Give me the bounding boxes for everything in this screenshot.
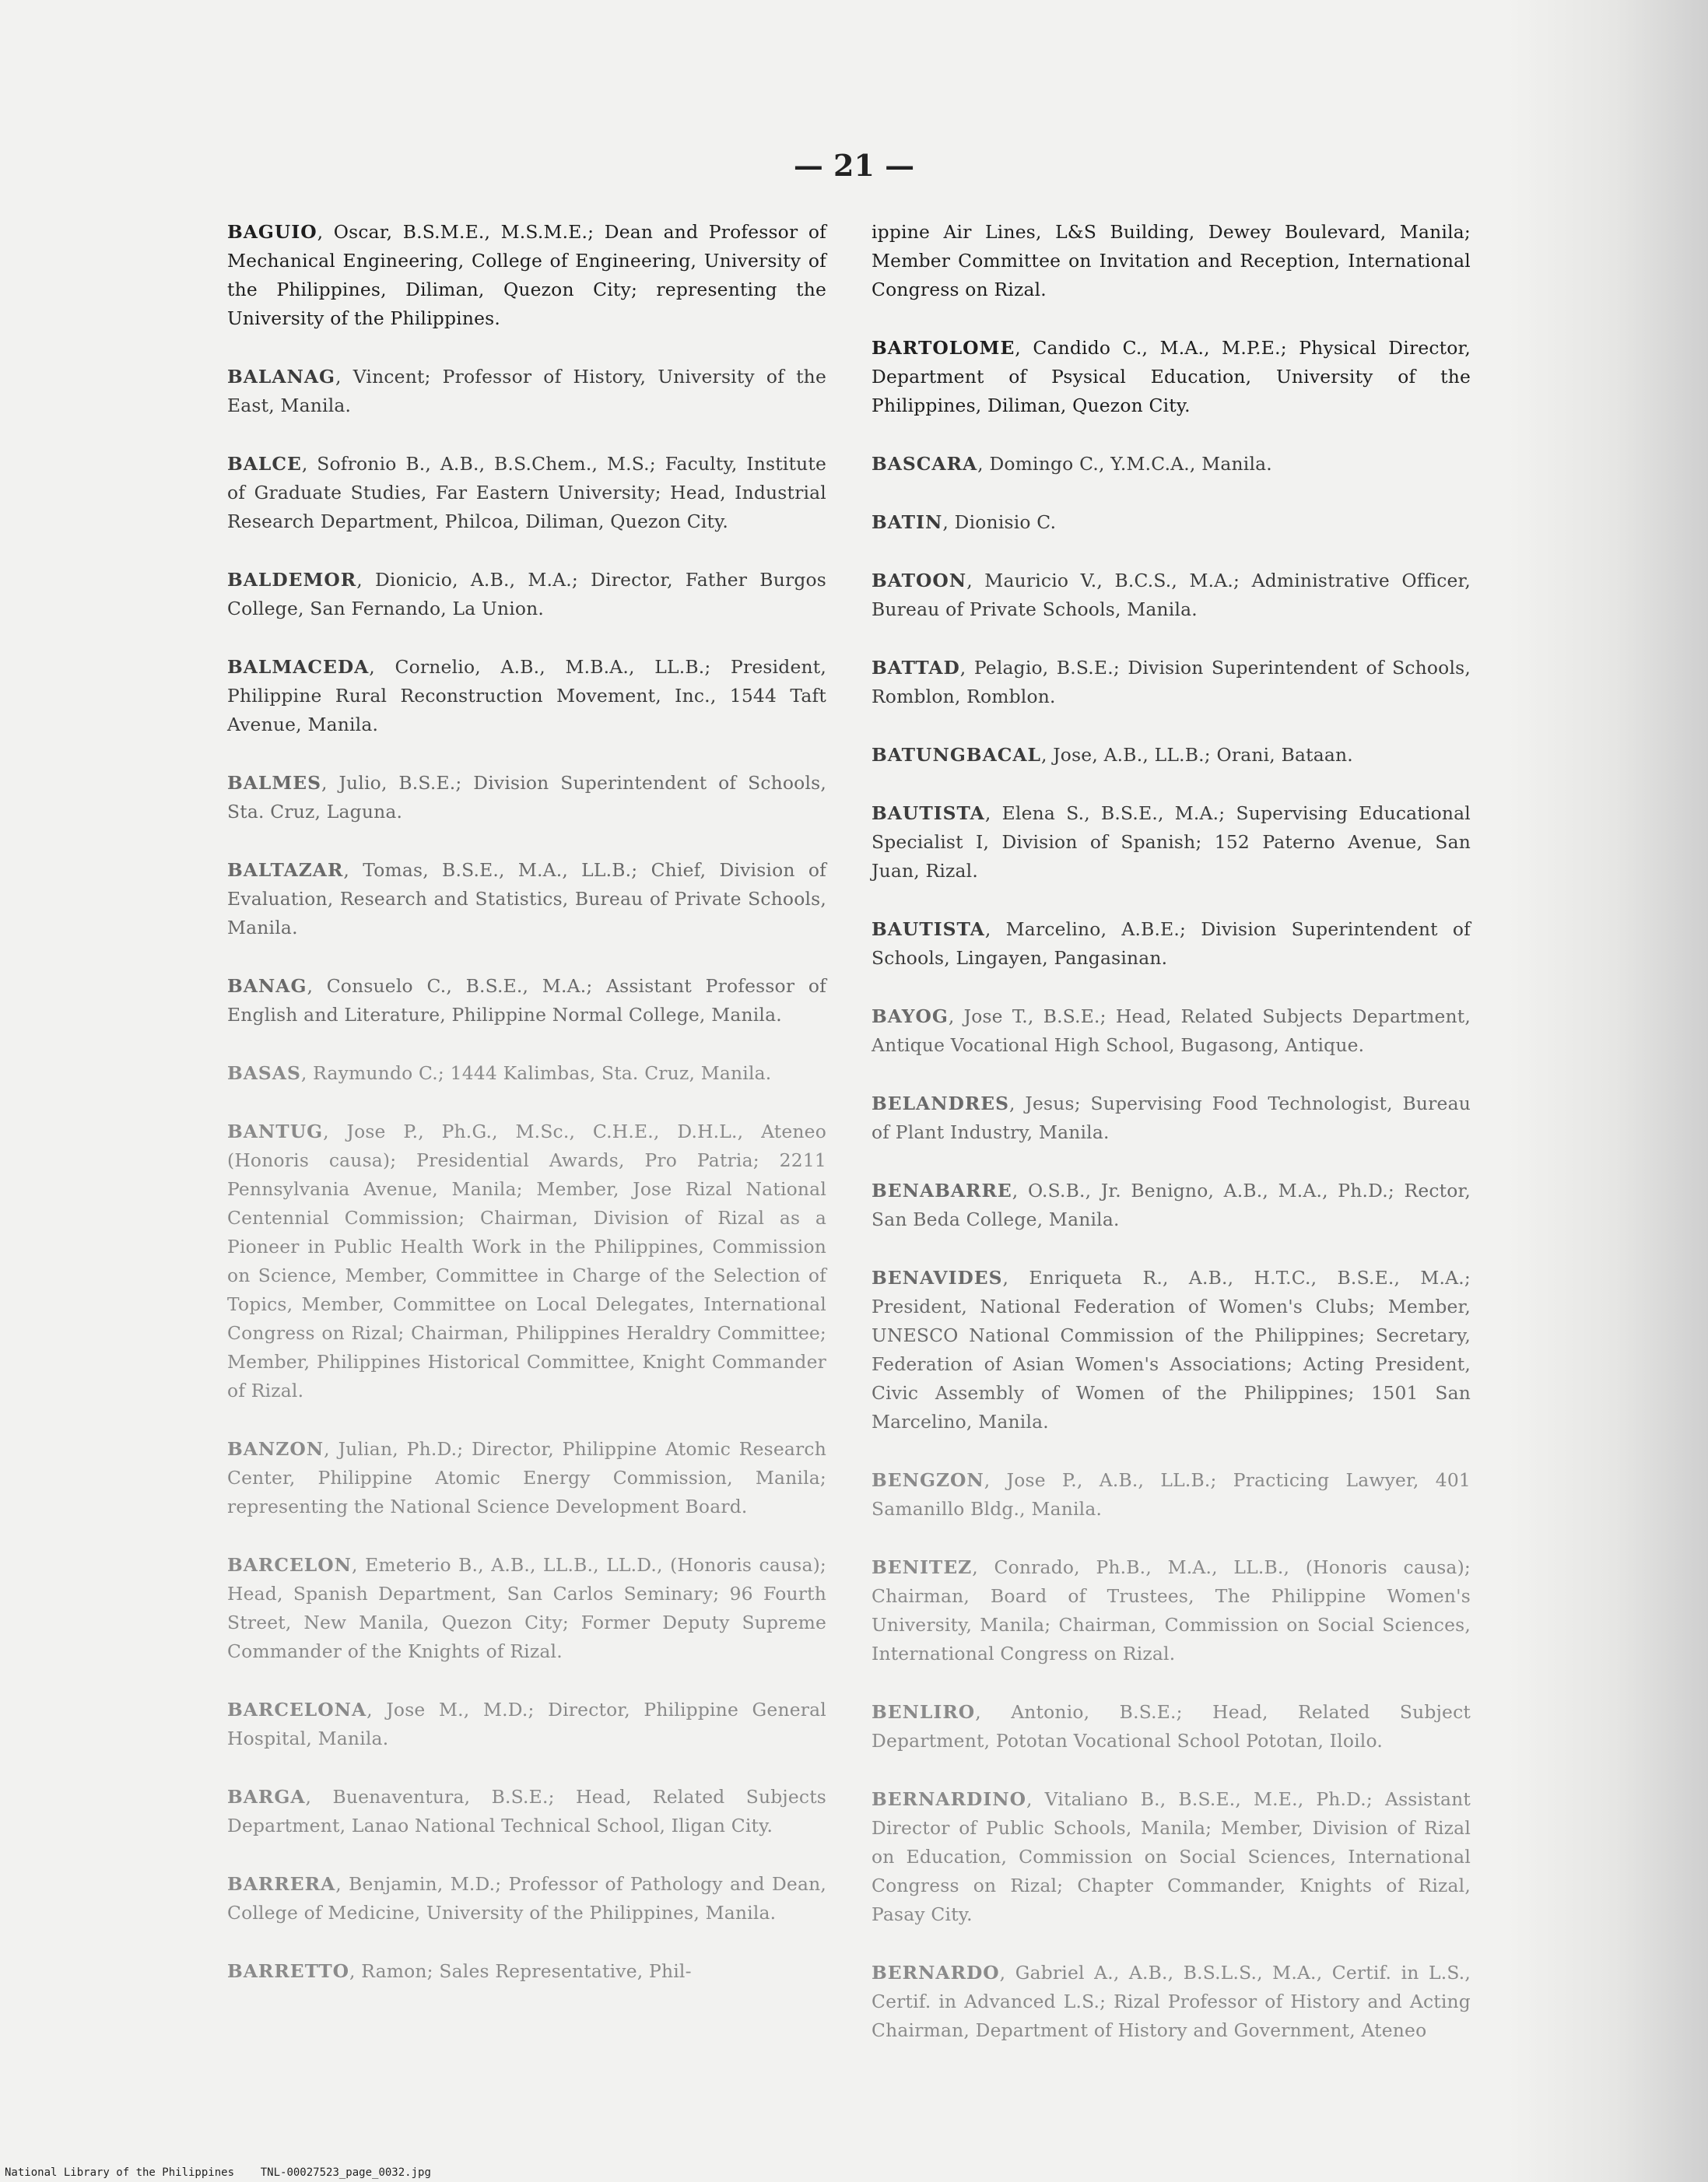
entry-details: , Jose P., Ph.G., M.Sc., C.H.E., D.H.L., Ateneo (Honoris causa); Presidential Awards, Pro Patria; 2211 Pennsylvania Avenue, Manila; Member, Jose Rizal National Centennial Commission; Chairman, Division of Rizal as a Pioneer in Public Health Work in the Philippines, Commission on Science, Member, Committee in Charge of the Selection of Topics, Member, Committee on Local Delegates, International Congress on Rizal; Chairman, Philippines Heraldry Committee; Member, Philippines Historical Committee, Knight Commander of Rizal. (227, 1121, 826, 1401)
right-column (872, 218, 1471, 2075)
entry-details: , Consuelo C., B.S.E., M.A.; Assistant Professor of English and Literature, Philippine Normal College, Manila. (227, 975, 826, 1026)
entry-surname: BENABARRE (872, 1180, 1012, 1202)
entry-details: , Candido C., M.A., M.P.E.; Physical Director, Department of Psysical Education, University of the Philippines, Diliman, Quezon City. (872, 337, 1471, 416)
directory-entry (872, 567, 1471, 624)
directory-entry (227, 856, 826, 942)
directory-entry (872, 1264, 1471, 1437)
entry-details: , Vincent; Professor of History, University of the East, Manila. (227, 366, 826, 416)
entry-surname: BERNARDO (872, 1962, 1000, 1984)
entry-details: , Julio, B.S.E.; Division Superintendent of Schools, Sta. Cruz, Laguna. (227, 772, 826, 823)
entry-details: , Ramon; Sales Representative, Phil- (349, 1960, 692, 1982)
entry-surname: BENGZON (872, 1469, 984, 1491)
entry-surname: BATTAD (872, 657, 960, 679)
entry-surname: BAUTISTA (872, 918, 985, 940)
directory-entry (227, 653, 826, 739)
directory-entry (872, 334, 1471, 420)
directory-entry (872, 1177, 1471, 1234)
directory-entry (872, 1553, 1471, 1668)
entry-surname: BALMACEDA (227, 656, 370, 678)
directory-entry (227, 1059, 826, 1088)
entry-details: , Oscar, B.S.M.E., M.S.M.E.; Dean and Professor of Mechanical Engineering, College of Engineering, University of the Philippines, Diliman, Quezon City; representing the University of the Philippines. (227, 221, 826, 329)
entry-details: , Julian, Ph.D.; Director, Philippine Atomic Research Center, Philippine Atomic Energy Commission, Manila; representing the National Science Development Board. (227, 1438, 826, 1517)
directory-entry (227, 1957, 826, 1986)
footer-file: TNL-00027523_page_0032.jpg (260, 2166, 431, 2179)
directory-entry (872, 218, 1471, 304)
entry-surname: BARRERA (227, 1873, 336, 1895)
entry-details: , Jesus; Supervising Food Technologist, Bureau of Plant Industry, Manila. (872, 1093, 1471, 1143)
entry-surname: BATIN (872, 511, 943, 533)
entry-surname: BAGUIO (227, 221, 317, 243)
entry-details: , Antonio, B.S.E.; Head, Related Subject Department, Pototan Vocational School Pototan, Iloilo. (872, 1701, 1471, 1752)
entry-surname: BANTUG (227, 1121, 324, 1142)
entry-surname: BALCE (227, 453, 302, 475)
directory-entry (227, 566, 826, 623)
entry-details: , Jose T., B.S.E.; Head, Related Subjects Department, Antique Vocational High School, Bugasong, Antique. (872, 1005, 1471, 1056)
entry-surname: BAUTISTA (872, 802, 985, 824)
entry-details: , Sofronio B., A.B., B.S.Chem., M.S.; Faculty, Institute of Graduate Studies, Far Eastern University; Head, Industrial Research Department, Philcoa, Diliman, Quezon City. (227, 453, 826, 532)
directory-entry (872, 450, 1471, 479)
entry-details: , Jose M., M.D.; Director, Philippine General Hospital, Manila. (227, 1699, 826, 1749)
entry-details: , Cornelio, A.B., M.B.A., LL.B.; President, Philippine Rural Reconstruction Movement, Inc., 1544 Taft Avenue, Manila. (227, 656, 826, 735)
left-column (227, 218, 826, 2015)
entry-surname: BARGA (227, 1786, 306, 1808)
directory-entry (872, 1466, 1471, 1524)
directory-entry (872, 741, 1471, 770)
entry-details: , Buenaventura, B.S.E.; Head, Related Subjects Department, Lanao National Technical School, Iligan City. (227, 1786, 826, 1836)
entry-surname: BANZON (227, 1438, 324, 1460)
directory-entry (872, 915, 1471, 973)
entry-details: , Enriqueta R., A.B., H.T.C., B.S.E., M.A.; President, National Federation of Women's Clubs; Member, UNESCO National Commission of the Philippines; Secretary, Federation of Asian Women's Associations; Acting President, Civic Assembly of Women of the Philippines; 1501 San Marcelino, Manila. (872, 1267, 1471, 1433)
directory-entry (227, 1870, 826, 1928)
entry-details: , Dionicio, A.B., M.A.; Director, Father Burgos College, San Fernando, La Union. (227, 569, 826, 619)
scan-footer (5, 2166, 431, 2179)
entry-surname: BALDEMOR (227, 569, 357, 591)
entry-details: , Dionisio C. (942, 511, 1057, 533)
directory-entry (872, 1698, 1471, 1756)
directory-entry (227, 363, 826, 420)
entry-surname: BERNARDINO (872, 1788, 1026, 1810)
entry-details: , Pelagio, B.S.E.; Division Superintendent of Schools, Romblon, Romblon. (872, 657, 1471, 707)
directory-entry (227, 450, 826, 536)
entry-details: , Emeterio B., A.B., LL.B., LL.D., (Honoris causa); Head, Spanish Department, San Carlos Seminary; 96 Fourth Street, New Manila, Quezon City; Former Deputy Supreme Commander of the Knights of Rizal. (227, 1554, 826, 1662)
entry-details: , Raymundo C.; 1444 Kalimbas, Sta. Cruz, Manila. (300, 1062, 772, 1084)
entry-surname: BASCARA (872, 453, 978, 475)
directory-entry (227, 1551, 826, 1666)
directory-entry (872, 654, 1471, 711)
directory-entry (872, 508, 1471, 537)
directory-entry (227, 1117, 826, 1405)
entry-details: , Elena S., B.S.E., M.A.; Supervising Educational Specialist I, Division of Spanish; 152 Paterno Avenue, San Juan, Rizal. (872, 802, 1471, 882)
entry-details: , Mauricio V., B.C.S., M.A.; Administrative Officer, Bureau of Private Schools, Manila. (872, 570, 1471, 620)
entry-details: , Benjamin, M.D.; Professor of Pathology and Dean, College of Medicine, University of the Philippines, Manila. (227, 1873, 826, 1924)
directory-entry (227, 769, 826, 826)
directory-entry (872, 1959, 1471, 2045)
directory-entry (227, 218, 826, 333)
entry-surname: BAYOG (872, 1005, 949, 1027)
entry-details: , Gabriel A., A.B., B.S.L.S., M.A., Certif. in L.S., Certif. in Advanced L.S.; Rizal Professor of History and Acting Chairman, Department of History and Government, Ateneo (872, 1962, 1471, 2041)
entry-surname: BALMES (227, 772, 321, 794)
entry-surname: BENLIRO (872, 1701, 976, 1723)
entry-surname: BALTAZAR (227, 859, 344, 881)
page-number: — 21 — (793, 148, 915, 183)
entry-surname: BASAS (227, 1062, 301, 1084)
entry-surname: BELANDRES (872, 1093, 1010, 1114)
footer-source: National Library of the Philippines (5, 2166, 235, 2179)
entry-details: , Jose, A.B., LL.B.; Orani, Bataan. (1040, 744, 1353, 766)
entry-surname: BALANAG (227, 366, 336, 388)
entry-surname: BARTOLOME (872, 337, 1015, 359)
entry-surname: BENAVIDES (872, 1267, 1003, 1289)
directory-entry (227, 1696, 826, 1753)
directory-entry (872, 799, 1471, 886)
entry-surname: BARCELONA (227, 1699, 367, 1721)
entry-surname: BENITEZ (872, 1556, 973, 1578)
directory-entry (227, 1435, 826, 1521)
entry-surname: BATUNGBACAL (872, 744, 1041, 766)
entry-surname: BARRETTO (227, 1960, 349, 1982)
directory-entry (227, 1783, 826, 1840)
entry-details: , Conrado, Ph.B., M.A., LL.B., (Honoris causa); Chairman, Board of Trustees, The Philippine Women's University, Manila; Chairman, Commission on Social Sciences, International Congress on Rizal. (872, 1556, 1471, 1665)
entry-surname: BATOON (872, 570, 967, 591)
entry-surname: BARCELON (227, 1554, 352, 1576)
entry-details: , Domingo C., Y.M.C.A., Manila. (977, 453, 1272, 475)
directory-entry (872, 1089, 1471, 1147)
directory-entry (227, 972, 826, 1030)
entry-details: ippine Air Lines, L&S Building, Dewey Boulevard, Manila; Member Committee on Invitation and Reception, International Congress on Rizal. (872, 221, 1471, 300)
entry-details: , Vitaliano B., B.S.E., M.E., Ph.D.; Assistant Director of Public Schools, Manila; Member, Division of Rizal on Education, Commission on Social Sciences, International Congress on Rizal; Chapter Commander, Knights of Rizal, Pasay City. (872, 1788, 1471, 1925)
entry-details: , O.S.B., Jr. Benigno, A.B., M.A., Ph.D.; Rector, San Beda College, Manila. (872, 1180, 1471, 1230)
directory-entry (872, 1785, 1471, 1929)
entry-surname: BANAG (227, 975, 307, 997)
directory-entry (872, 1002, 1471, 1060)
entry-details: , Tomas, B.S.E., M.A., LL.B.; Chief, Division of Evaluation, Research and Statistics, Bureau of Private Schools, Manila. (227, 859, 826, 938)
entry-details: , Jose P., A.B., LL.B.; Practicing Lawyer, 401 Samanillo Bldg., Manila. (872, 1469, 1471, 1520)
entry-details: , Marcelino, A.B.E.; Division Superintendent of Schools, Lingayen, Pangasinan. (872, 918, 1471, 969)
